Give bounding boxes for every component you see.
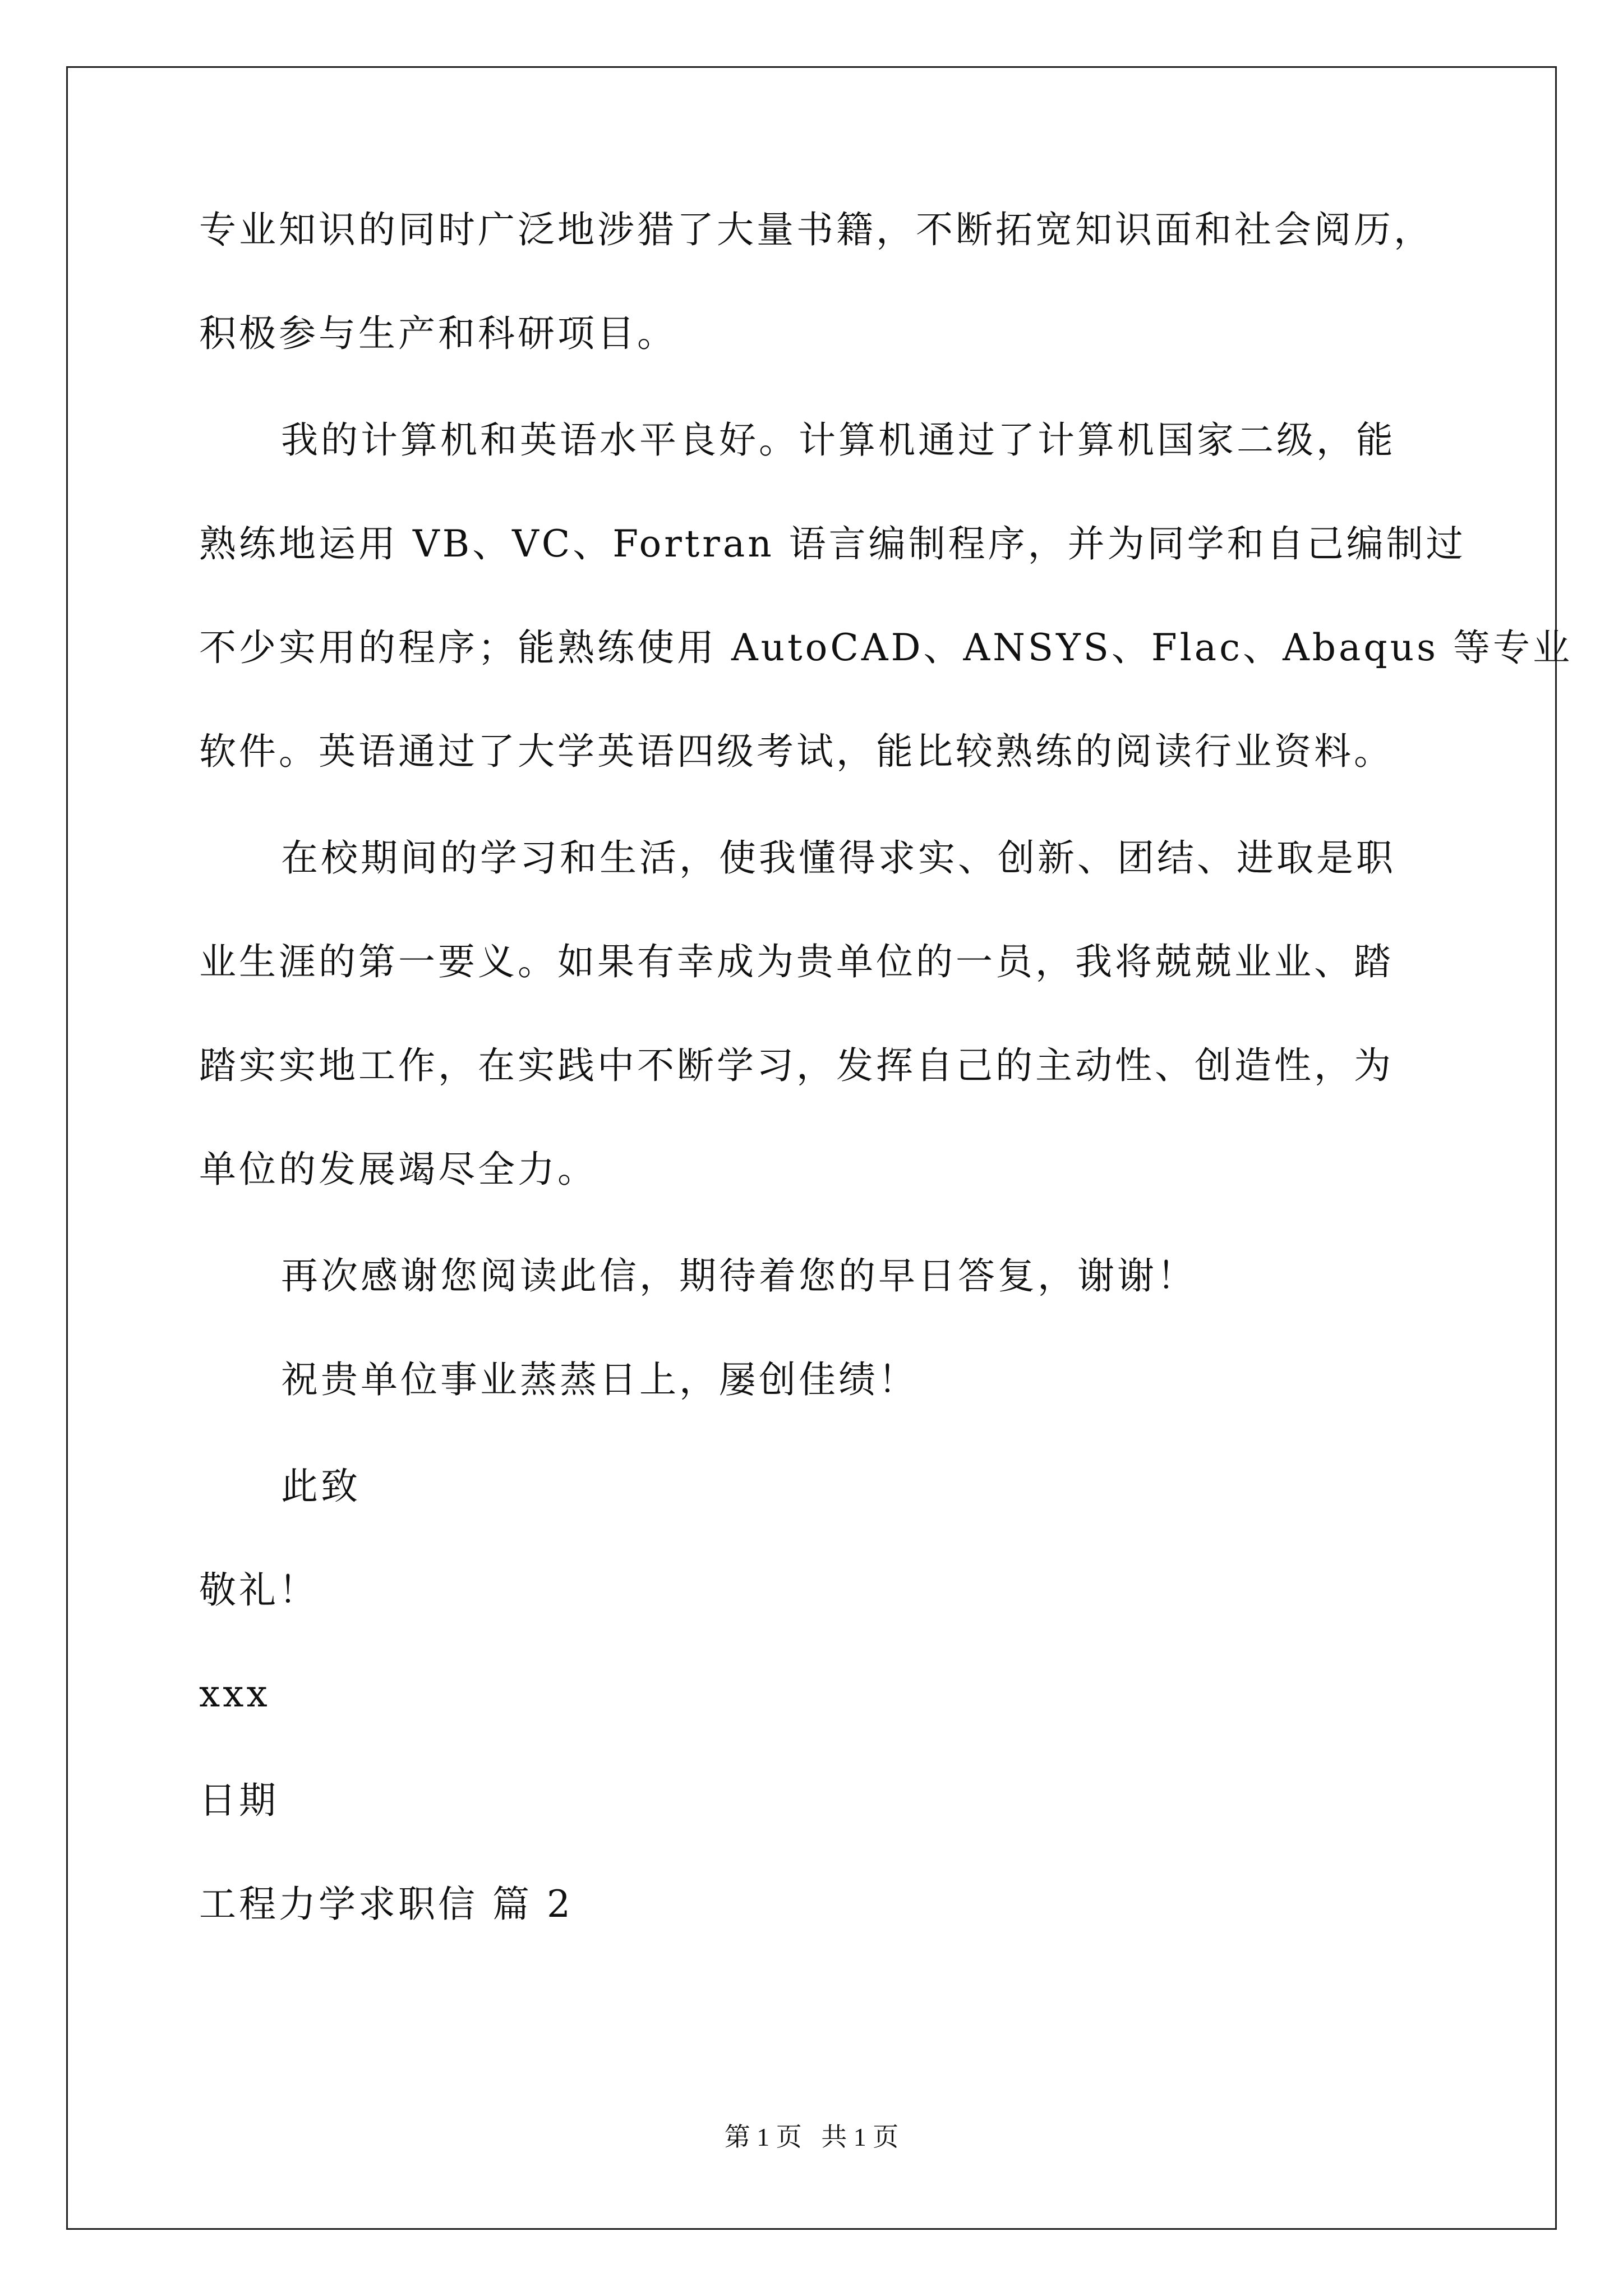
paragraph-line: 我的计算机和英语水平良好。计算机通过了计算机国家二级，能	[281, 418, 1396, 462]
paragraph-line: 专业知识的同时广泛地涉猎了大量书籍，不断拓宽知识面和社会阅历，	[199, 208, 1433, 251]
page-footer: 第 1 页 共 1 页	[724, 2123, 899, 2151]
paragraph-line: 熟练地运用 VB、VC、Fortran 语言编制程序，并为同学和自己编制过	[199, 522, 1466, 565]
paragraph-line: 单位的发展竭尽全力。	[199, 1148, 597, 1191]
paragraph-line: 踏实实地工作，在实践中不断学习，发挥自己的主动性、创造性，为	[199, 1044, 1394, 1087]
paragraph-line: 不少实用的程序；能熟练使用 AutoCAD、ANSYS、Flac、Abaqus 等专业	[199, 626, 1573, 669]
paragraph-line: 业生涯的第一要义。如果有幸成为贵单位的一员，我将兢兢业业、踏	[199, 940, 1394, 983]
signature-date: 日期	[199, 1779, 279, 1822]
paragraph-line: 在校期间的学习和生活，使我懂得求实、创新、团结、进取是职	[281, 836, 1396, 880]
paragraph-line: 积极参与生产和科研项目。	[199, 312, 677, 355]
salutation-line: 此致	[281, 1465, 361, 1508]
signature-name: xxx	[199, 1672, 270, 1715]
salutation-line: 敬礼！	[199, 1568, 319, 1612]
section-heading: 工程力学求职信 篇 2	[199, 1883, 573, 1926]
closing-line: 祝贵单位事业蒸蒸日上，屡创佳绩！	[281, 1358, 918, 1401]
paragraph-line: 软件。英语通过了大学英语四级考试，能比较熟练的阅读行业资料。	[199, 730, 1394, 773]
closing-line: 再次感谢您阅读此信，期待着您的早日答复，谢谢！	[281, 1254, 1197, 1297]
